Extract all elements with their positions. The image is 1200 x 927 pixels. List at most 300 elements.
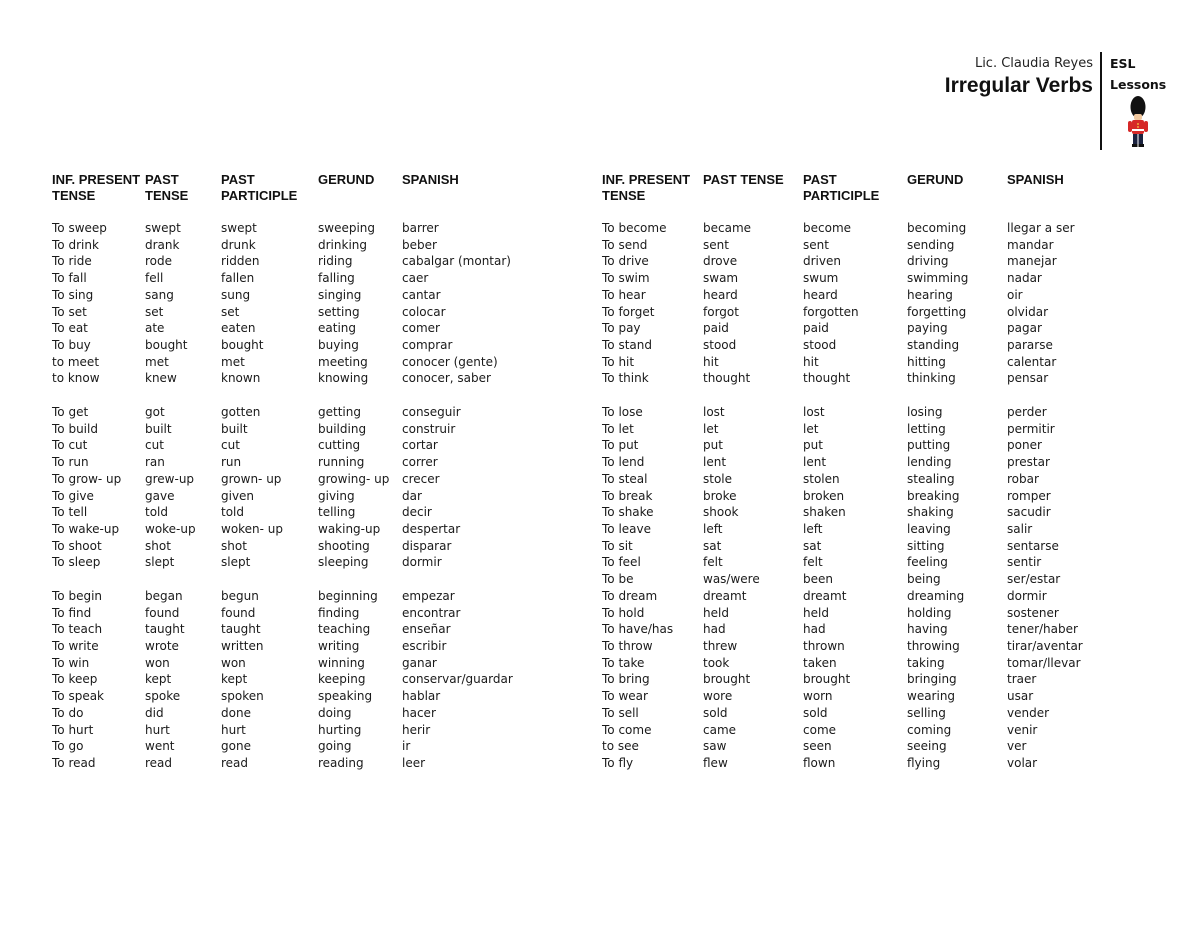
cell-infinitive: To run <box>52 455 89 470</box>
cell-gerund: swimming <box>907 271 969 286</box>
cell-infinitive: To bring <box>602 672 650 687</box>
table-row <box>602 488 1102 505</box>
cell-past-tense: fell <box>145 271 164 286</box>
cell-past-participle: been <box>803 572 833 587</box>
cell-past-tense: spoke <box>145 689 181 704</box>
cell-past-participle: won <box>221 655 246 670</box>
cell-gerund <box>907 387 1007 404</box>
cell-past-tense: bought <box>145 338 188 353</box>
cell-infinitive: To do <box>52 705 84 720</box>
table-row <box>52 220 572 237</box>
cell-spanish: prestar <box>1007 455 1050 470</box>
cell-infinitive: To throw <box>602 638 653 653</box>
cell-past-tense: heard <box>703 287 738 302</box>
cell-past-tense: grew-up <box>145 471 195 486</box>
cell-past-participle: swept <box>221 221 257 235</box>
cell-past-tense: lost <box>703 404 725 419</box>
cell-infinitive: To hurt <box>52 722 94 737</box>
cell-infinitive: To ride <box>52 254 92 269</box>
table-row <box>602 304 1102 321</box>
page-header <box>0 52 1200 162</box>
cell-spanish: manejar <box>1007 254 1057 269</box>
table-row <box>602 705 1102 722</box>
col-spanish: SPANISH <box>402 172 459 187</box>
cell-spanish <box>402 387 572 404</box>
cell-infinitive: To sit <box>602 538 633 553</box>
table-row <box>52 588 572 605</box>
cell-spanish: volar <box>1007 756 1038 770</box>
cell-past-participle: brought <box>803 672 851 687</box>
table-row <box>52 755 572 772</box>
cell-gerund: finding <box>318 605 360 620</box>
cell-spanish: tirar/aventar <box>1007 638 1083 653</box>
cell-gerund: hitting <box>907 354 946 369</box>
cell-past-participle: known <box>221 371 261 386</box>
cell-past-participle: driven <box>803 254 841 269</box>
col-past-participle: PAST PARTICIPLE <box>803 172 880 203</box>
cell-past-participle: bought <box>221 338 264 353</box>
table-row <box>52 337 572 354</box>
cell-spanish: conservar/guardar <box>402 672 513 687</box>
cell-spanish: encontrar <box>402 605 461 620</box>
cell-past-participle: let <box>803 421 819 436</box>
cell-gerund: sleeping <box>318 555 369 570</box>
cell-past-participle: left <box>803 521 823 536</box>
cell-gerund: bringing <box>907 672 957 687</box>
table-header-row <box>52 172 572 220</box>
cell-past-tense: came <box>703 722 737 737</box>
table-row <box>52 538 572 555</box>
cell-gerund: sitting <box>907 538 945 553</box>
cell-spanish: olvidar <box>1007 304 1049 319</box>
cell-past-participle: gone <box>221 739 251 754</box>
cell-gerund: being <box>907 572 941 587</box>
cell-gerund: writing <box>318 638 360 653</box>
cell-gerund: becoming <box>907 221 967 235</box>
cell-gerund: riding <box>318 254 353 269</box>
cell-past-participle: eaten <box>221 321 256 336</box>
cell-gerund: eating <box>318 321 356 336</box>
cell-past-participle: kept <box>221 672 248 687</box>
cell-past-tense: swam <box>703 271 739 286</box>
cell-past-tense: became <box>703 221 752 235</box>
cell-gerund: giving <box>318 488 355 503</box>
cell-infinitive: To eat <box>52 321 88 336</box>
cell-spanish: mandar <box>1007 237 1054 252</box>
cell-past-participle: forgotten <box>803 304 859 319</box>
cell-spanish: comer <box>402 321 440 336</box>
cell-gerund: teaching <box>318 622 371 637</box>
cell-gerund: selling <box>907 705 946 720</box>
cell-infinitive: To tell <box>52 505 88 520</box>
cell-infinitive: To come <box>602 722 652 737</box>
table-row <box>602 354 1102 371</box>
table-row <box>602 421 1102 438</box>
cell-gerund: doing <box>318 705 352 720</box>
cell-past-participle: begun <box>221 588 259 603</box>
cell-gerund: knowing <box>318 371 369 386</box>
cell-past-participle: broken <box>803 488 845 503</box>
cell-past-participle: found <box>221 605 256 620</box>
cell-spanish: pararse <box>1007 338 1053 353</box>
table-row <box>52 638 572 655</box>
cell-spanish <box>402 571 572 588</box>
table-row <box>602 571 1102 588</box>
cell-spanish: dormir <box>402 555 442 570</box>
cell-past-tense: sent <box>703 237 729 252</box>
cell-infinitive: to see <box>602 739 639 754</box>
cell-spanish <box>1007 387 1102 404</box>
cell-spanish: venir <box>1007 722 1038 737</box>
cell-infinitive: To hear <box>602 287 646 302</box>
cell-past-participle: done <box>221 705 251 720</box>
table-row <box>52 437 572 454</box>
cell-infinitive: To teach <box>52 622 103 637</box>
cell-past-tense: hit <box>703 354 719 369</box>
cell-infinitive: To let <box>602 421 634 436</box>
cell-past-tense <box>145 387 221 404</box>
cell-spanish: robar <box>1007 471 1039 486</box>
cell-past-tense: drank <box>145 237 180 252</box>
cell-past-participle: set <box>221 304 240 319</box>
cell-past-participle: come <box>803 722 837 737</box>
spacer-row <box>52 387 572 404</box>
cell-infinitive: To have/has <box>602 622 674 637</box>
table-row <box>52 471 572 488</box>
table-row <box>602 337 1102 354</box>
cell-infinitive: To win <box>52 655 90 670</box>
cell-gerund: going <box>318 739 352 754</box>
col-spanish: SPANISH <box>1007 172 1064 187</box>
cell-past-participle: told <box>221 505 244 520</box>
cell-infinitive: To sing <box>52 287 94 302</box>
cell-infinitive: To sleep <box>52 555 101 570</box>
cell-spanish: conocer (gente) <box>402 354 498 369</box>
cell-past-tense: ran <box>145 455 165 470</box>
cell-gerund: drinking <box>318 237 367 252</box>
cell-spanish: ver <box>1007 739 1027 754</box>
cell-past-tense: ate <box>145 321 165 336</box>
cell-infinitive: To become <box>602 221 667 235</box>
cell-gerund: falling <box>318 271 355 286</box>
cell-past-participle: written <box>221 638 264 653</box>
cell-past-tense <box>145 571 221 588</box>
cell-gerund: coming <box>907 722 952 737</box>
col-gerund: GERUND <box>318 172 375 187</box>
cell-spanish: crecer <box>402 471 440 486</box>
cell-past-participle: put <box>803 438 823 453</box>
cell-past-participle: had <box>803 622 826 637</box>
table-row <box>602 471 1102 488</box>
cell-past-tense: took <box>703 655 730 670</box>
spacer-row <box>52 571 572 588</box>
cell-gerund: breaking <box>907 488 960 503</box>
table-row <box>52 738 572 755</box>
table-row <box>602 437 1102 454</box>
cell-spanish: hablar <box>402 689 441 704</box>
cell-past-participle: felt <box>803 555 823 570</box>
cell-infinitive: To drive <box>602 254 649 269</box>
cell-past-tense: drove <box>703 254 738 269</box>
cell-past-tense: left <box>703 521 723 536</box>
cell-past-tense <box>703 387 803 404</box>
cell-past-tense: saw <box>703 739 727 754</box>
table-row <box>602 738 1102 755</box>
cell-past-participle: run <box>221 455 242 470</box>
cell-spanish: construir <box>402 421 456 436</box>
cell-gerund: wearing <box>907 689 956 704</box>
cell-past-participle: drunk <box>221 237 256 252</box>
esl-tag: ESL <box>1110 56 1136 71</box>
cell-infinitive: To build <box>52 421 98 436</box>
table-row <box>602 504 1102 521</box>
cell-infinitive: To buy <box>52 338 91 353</box>
cell-past-tense: taught <box>145 622 185 637</box>
table-row <box>602 404 1102 421</box>
cell-spanish: caer <box>402 271 429 286</box>
cell-infinitive: To think <box>602 371 649 386</box>
cell-past-participle: cut <box>221 438 240 453</box>
table-row <box>602 287 1102 304</box>
cell-spanish: leer <box>402 756 426 770</box>
table-row <box>52 287 572 304</box>
cell-gerund: speaking <box>318 689 373 704</box>
cell-infinitive: To read <box>52 756 96 770</box>
cell-past-tense: was/were <box>703 572 760 587</box>
cell-past-tense: woke-up <box>145 521 196 536</box>
cell-past-tense: held <box>703 605 729 620</box>
verbs-table-right <box>602 172 1102 772</box>
cell-gerund: dreaming <box>907 588 965 603</box>
cell-infinitive: To send <box>602 237 648 252</box>
cell-infinitive: To sell <box>602 705 639 720</box>
cell-gerund: having <box>907 622 948 637</box>
header-divider <box>1100 52 1102 150</box>
table-row <box>602 655 1102 672</box>
cell-past-participle: lent <box>803 455 827 470</box>
cell-past-tense: gave <box>145 488 175 503</box>
cell-past-participle: worn <box>803 689 833 704</box>
col-inf-present-tense: INF. PRESENT TENSE <box>52 172 141 203</box>
cell-gerund: shaking <box>907 505 954 520</box>
cell-gerund: driving <box>907 254 949 269</box>
cell-past-tense: found <box>145 605 180 620</box>
cell-past-tense: went <box>145 739 175 754</box>
col-inf-present-tense: INF. PRESENT TENSE <box>602 172 691 203</box>
table-row <box>602 588 1102 605</box>
cell-past-tense: got <box>145 404 165 419</box>
cell-infinitive: To lend <box>602 455 645 470</box>
cell-gerund: stealing <box>907 471 955 486</box>
cell-infinitive: To speak <box>52 689 105 704</box>
cell-spanish: dormir <box>1007 588 1047 603</box>
cell-infinitive: To take <box>602 655 645 670</box>
cell-past-participle: dreamt <box>803 588 847 603</box>
cell-gerund: reading <box>318 756 364 770</box>
cell-past-tense: set <box>145 304 164 319</box>
royal-guard-icon <box>1124 96 1152 148</box>
cell-past-participle: shot <box>221 538 247 553</box>
cell-past-participle: seen <box>803 739 832 754</box>
cell-gerund: flying <box>907 756 941 770</box>
cell-infinitive: To swim <box>602 271 650 286</box>
cell-gerund <box>318 387 402 404</box>
cell-past-participle: slept <box>221 555 251 570</box>
cell-spanish: empezar <box>402 588 455 603</box>
cell-infinitive: To wear <box>602 689 648 704</box>
cell-past-participle: held <box>803 605 829 620</box>
cell-past-tense: had <box>703 622 726 637</box>
cell-past-participle <box>221 387 318 404</box>
table-row <box>52 404 572 421</box>
cell-past-tense: let <box>703 421 719 436</box>
table-row <box>52 488 572 505</box>
table-row <box>602 722 1102 739</box>
cell-gerund: buying <box>318 338 359 353</box>
cell-past-tense: shook <box>703 505 739 520</box>
cell-spanish: pagar <box>1007 321 1042 336</box>
table-row <box>602 237 1102 254</box>
cell-past-participle: sat <box>803 538 822 553</box>
cell-spanish: perder <box>1007 404 1047 419</box>
cell-spanish: disparar <box>402 538 452 553</box>
col-past-participle: PAST PARTICIPLE <box>221 172 298 203</box>
table-row <box>602 671 1102 688</box>
cell-past-tense: broke <box>703 488 737 503</box>
cell-past-participle: built <box>221 421 248 436</box>
cell-past-participle: read <box>221 756 249 770</box>
cell-past-tense: lent <box>703 455 727 470</box>
lessons-tag: Lessons <box>1110 77 1167 92</box>
cell-past-tense: won <box>145 655 170 670</box>
cell-past-tense: met <box>145 354 169 369</box>
table-row <box>602 554 1102 571</box>
col-past-tense: PAST TENSE <box>145 172 189 203</box>
cell-spanish: pensar <box>1007 371 1049 386</box>
cell-gerund: putting <box>907 438 951 453</box>
cell-gerund: throwing <box>907 638 960 653</box>
cell-spanish: traer <box>1007 672 1037 687</box>
table-row <box>602 270 1102 287</box>
cell-gerund: seeing <box>907 739 947 754</box>
cell-past-participle: sold <box>803 705 828 720</box>
cell-spanish: sostener <box>1007 605 1059 620</box>
table-row <box>52 688 572 705</box>
col-gerund: GERUND <box>907 172 964 187</box>
cell-gerund: setting <box>318 304 360 319</box>
cell-past-tense: felt <box>703 555 723 570</box>
cell-spanish: calentar <box>1007 354 1057 369</box>
cell-gerund: leaving <box>907 521 951 536</box>
cell-past-participle: paid <box>803 321 829 336</box>
table-row <box>602 755 1102 772</box>
cell-infinitive: To dream <box>602 588 658 603</box>
table-row <box>52 671 572 688</box>
table-row <box>602 370 1102 387</box>
page-title: Irregular Verbs <box>944 74 1093 97</box>
cell-past-participle: stood <box>803 338 837 353</box>
spacer-row <box>602 387 1102 404</box>
cell-infinitive: To write <box>52 638 99 653</box>
cell-spanish: colocar <box>402 304 446 319</box>
cell-gerund <box>318 571 402 588</box>
cell-gerund: letting <box>907 421 946 436</box>
cell-infinitive: To grow- up <box>52 471 122 486</box>
cell-spanish: correr <box>402 455 438 470</box>
cell-spanish: llegar a ser <box>1007 221 1075 235</box>
cell-spanish: vender <box>1007 705 1050 720</box>
cell-past-tense: rode <box>145 254 173 269</box>
cell-past-participle: thought <box>803 371 851 386</box>
table-row <box>602 538 1102 555</box>
cell-spanish: sentarse <box>1007 538 1059 553</box>
table-row <box>602 454 1102 471</box>
cell-gerund: waking-up <box>318 521 381 536</box>
col-past-tense: PAST TENSE <box>703 172 784 187</box>
cell-infinitive: To keep <box>52 672 98 687</box>
cell-past-participle: given <box>221 488 255 503</box>
cell-past-participle: spoken <box>221 689 264 704</box>
cell-gerund: growing- up <box>318 471 390 486</box>
table-row <box>52 237 572 254</box>
author-name: Lic. Claudia Reyes <box>974 56 1093 71</box>
cell-gerund: sweeping <box>318 221 376 235</box>
cell-past-tense: sold <box>703 705 728 720</box>
table-row <box>602 320 1102 337</box>
table-row <box>52 421 572 438</box>
cell-spanish: ir <box>402 739 411 754</box>
cell-past-participle: sung <box>221 287 251 302</box>
table-row <box>602 638 1102 655</box>
cell-gerund: losing <box>907 404 943 419</box>
cell-infinitive: To hold <box>602 605 645 620</box>
cell-infinitive: To shoot <box>52 538 102 553</box>
table-row <box>52 354 572 371</box>
cell-infinitive: to know <box>52 371 100 386</box>
table-row <box>52 454 572 471</box>
cell-infinitive: To stand <box>602 338 652 353</box>
cell-past-participle <box>803 387 907 404</box>
cell-gerund: holding <box>907 605 952 620</box>
cell-gerund: running <box>318 455 365 470</box>
cell-past-participle <box>221 571 318 588</box>
cell-infinitive <box>602 387 703 404</box>
cell-past-tense: put <box>703 438 723 453</box>
cell-past-tense: sang <box>145 287 174 302</box>
cell-past-tense: read <box>145 756 173 770</box>
cell-past-tense: knew <box>145 371 177 386</box>
cell-gerund: getting <box>318 404 361 419</box>
cell-infinitive: To be <box>602 572 634 587</box>
table-row <box>52 304 572 321</box>
table-row <box>602 621 1102 638</box>
table-row <box>602 688 1102 705</box>
cell-past-tense: swept <box>145 221 181 235</box>
cell-infinitive: To sweep <box>52 221 107 235</box>
cell-spanish: dar <box>402 488 422 503</box>
cell-infinitive: To get <box>52 404 89 419</box>
cell-spanish: cortar <box>402 438 438 453</box>
cell-spanish: oir <box>1007 287 1023 302</box>
cell-spanish: salir <box>1007 521 1033 536</box>
cell-spanish: tener/haber <box>1007 622 1078 637</box>
cell-gerund: beginning <box>318 588 378 603</box>
table-row <box>602 220 1102 237</box>
cell-gerund: keeping <box>318 672 366 687</box>
table-row <box>602 253 1102 270</box>
table-header-row <box>602 172 1102 220</box>
table-row <box>52 320 572 337</box>
